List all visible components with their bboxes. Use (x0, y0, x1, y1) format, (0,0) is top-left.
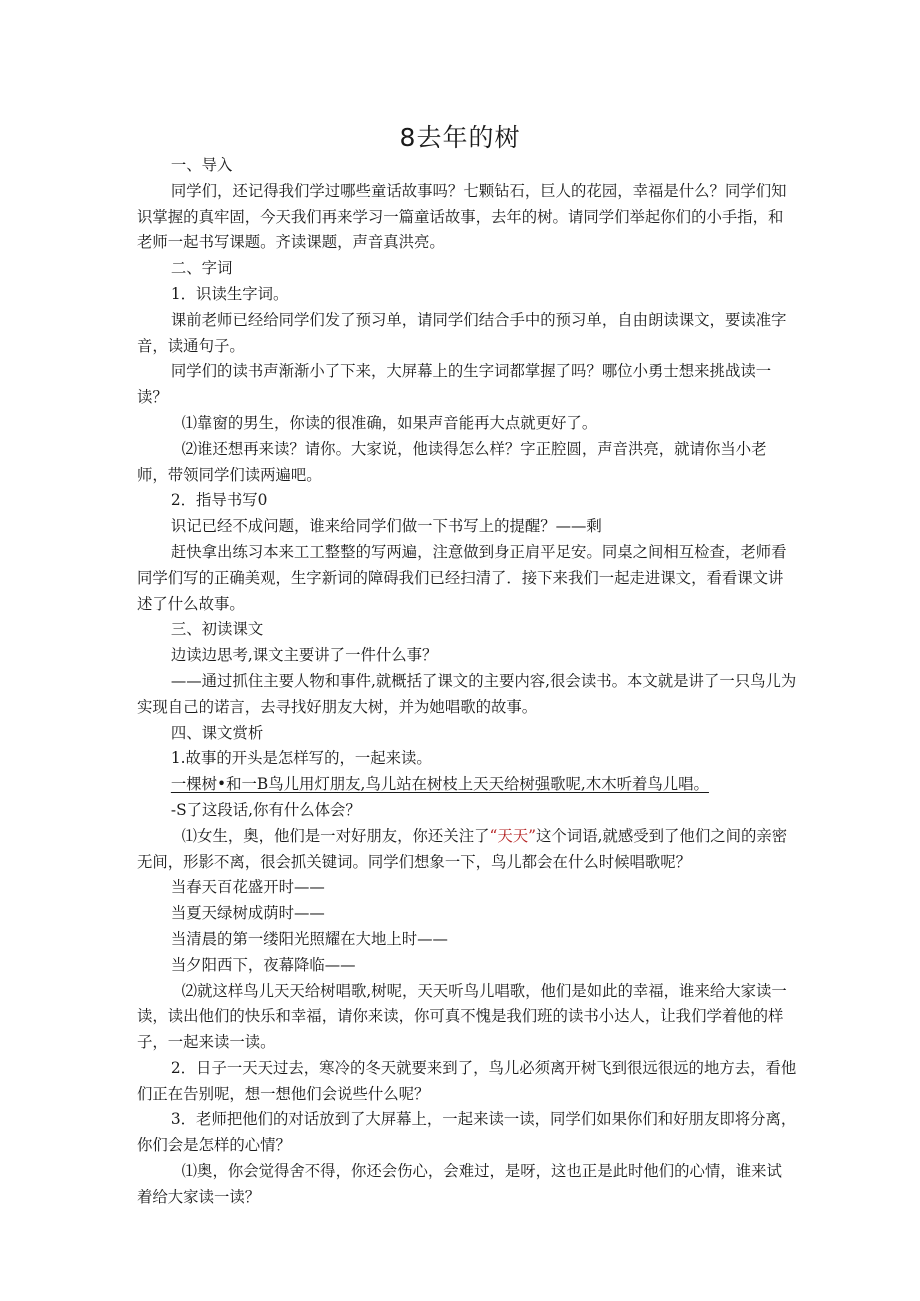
paragraph: ——通过抓住主要人物和事件,就概括了课文的主要内容,很会读书。本文就是讲了一只鸟儿为实现自己的诺言，去寻找好朋友大树，并为她唱歌的故事。 (137, 671, 797, 716)
sub-item-text: ⑴女生，奥，他们是一对好朋友，你还关注了 (181, 826, 490, 845)
list-line: 当夏天绿树成荫时—— (170, 904, 325, 923)
paragraph: -S了这段话,你有什么体会？ (170, 800, 361, 819)
list-line: 当春天百花盛开时—— (170, 878, 325, 897)
paragraph: 同学们，还记得我们学过哪些童话故事吗？七颗钻石，巨人的花园，幸福是什么？同学们知识掌握的真牢固，今天我们再来学习一篇童话故事，去年的树。请同学们举起你们的小手指，和老师一起书写课题。齐读课题，声音真洪亮。 (137, 181, 787, 252)
list-item: 1．识读生字词。 (170, 284, 289, 303)
sub-item: ⑵谁还想再来读？请你。大家说，他读得怎么样？字正腔圆，声音洪亮，就请你当小老师，带领同学们读两遍吧。 (137, 439, 767, 484)
section-heading-words: 二、字词 (170, 259, 233, 278)
section-heading-appreciation: 四、课文赏析 (170, 723, 264, 742)
paragraph: 同学们的读书声渐渐小了下来，大屏幕上的生字词都掌握了吗？哪位小勇士想来挑战读一读？ (137, 362, 772, 407)
list-item: 2．日子一天天过去，寒冷的冬天就要来到了，鸟儿必须离开树飞到很远很远的地方去，看他们正在告别呢，想一想他们会说些什么呢？ (137, 1058, 797, 1103)
list-item: 3．老师把他们的对话放到了大屏幕上，一起来读一读，同学们如果你们和好朋友即将分离，你们会是怎样的心情？ (137, 1110, 797, 1155)
paragraph: 边读边思考,课文主要讲了一件什么事？ (170, 646, 438, 665)
list-line: 当夕阳西下，夜幕降临—— (170, 955, 356, 974)
page-title: 8去年的树 (399, 123, 521, 152)
underlined-quote: 一棵树•和一B鸟儿用灯朋友,鸟儿站在树枝上天天给树强歌呢,木木听着鸟儿唱。 (170, 775, 709, 794)
document-body (137, 153, 797, 1211)
sub-item: ⑴奥，你会觉得舍不得，你还会伤心，会难过，是呀，这也正是此时他们的心情，谁来试着给大家读一读？ (137, 1162, 782, 1206)
list-item: 2．指导书写0 (170, 491, 268, 510)
sub-item (137, 824, 797, 876)
sub-item-text: 这个词语,就感受到了他们之间的亲密无间，形影不离，很会抓关键词。同学们想象一下，鸟儿都会在什么时候唱歌呢？ (137, 826, 788, 871)
list-line: 当清晨的第一缕阳光照耀在大地上时—— (170, 929, 448, 948)
sub-item: ⑵就这样鸟儿天天给树唱歌,树呢，天天听鸟儿唱歌，他们是如此的幸福，谁来给大家读一读，读出他们的快乐和幸福，请你来读，你可真不愧是我们班的读书小达人，让我们学着他的样子，一起来读一读。 (137, 981, 787, 1052)
paragraph: 课前老师已经给同学们发了预习单，请同学们结合手中的预习单，自由朗读课文，要读准字音，读通句子。 (137, 310, 787, 355)
list-item: 1.故事的开头是怎样写的，一起来读。 (170, 749, 432, 768)
paragraph: 赶快拿出练习本来工工整整的写两遍，注意做到身正肩平足安。同桌之间相互检查，老师看同学们写的正确美观，生字新词的障碍我们已经扫清了．接下来我们一起走进课文，看看课文讲述了什么故事。 (137, 542, 787, 613)
section-heading-intro: 一、导入 (170, 156, 233, 174)
paragraph: 识记已经不成问题，谁来给同学们做一下书写上的提醒？——剩 (170, 517, 602, 536)
highlighted-word: “天天” (489, 826, 537, 845)
section-heading-first-reading: 三、初读课文 (170, 620, 264, 639)
sub-item: ⑴靠窗的男生，你读的很准确，如果声音能再大点就更好了。 (181, 413, 598, 432)
quoted-passage (137, 772, 797, 798)
